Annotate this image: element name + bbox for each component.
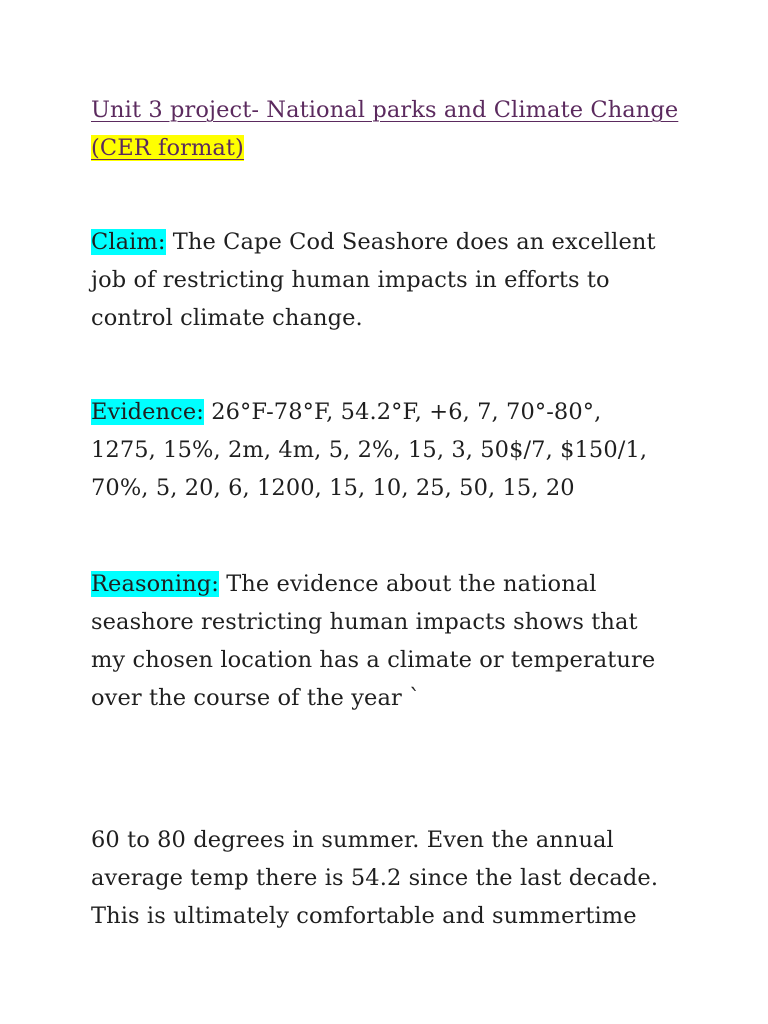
title-line-1[interactable] xyxy=(91,91,691,129)
evidence-line-3: 70%, 5, 20, 6, 1200, 15, 10, 25, 50, 15, 20 xyxy=(91,475,575,501)
reasoning-line-3: my chosen location has a climate or temperature xyxy=(91,647,656,673)
reasoning-text-1: The evidence about the national xyxy=(218,571,597,597)
evidence-label: Evidence: xyxy=(91,399,204,425)
continuation-paragraph xyxy=(91,821,691,935)
claim-text-1: The Cape Cod Seashore does an excellent xyxy=(165,229,656,255)
document-title xyxy=(91,91,691,167)
reasoning-line-2: seashore restricting human impacts shows that xyxy=(91,609,638,635)
title-format-text[interactable]: (CER format) xyxy=(91,135,244,161)
claim-label: Claim: xyxy=(91,229,166,255)
evidence-line-2: 1275, 15%, 2m, 4m, 5, 2%, 15, 3, 50$/7, $150/1, xyxy=(91,437,648,463)
reasoning-label: Reasoning: xyxy=(91,571,219,597)
title-line-2[interactable] xyxy=(91,129,691,167)
reasoning-paragraph xyxy=(91,565,691,717)
claim-line-3: control climate change. xyxy=(91,305,363,331)
evidence-line-1 xyxy=(91,393,691,431)
claim-paragraph xyxy=(91,223,691,337)
continuation-line-1: 60 to 80 degrees in summer. Even the annual xyxy=(91,827,614,853)
claim-line-2: job of restricting human impacts in efforts to xyxy=(91,267,610,293)
evidence-paragraph xyxy=(91,393,691,507)
evidence-text-1: 26°F-78°F, 54.2°F, +6, 7, 70°-80°, xyxy=(203,399,602,425)
title-link-text[interactable]: Unit 3 project- National parks and Climate Change xyxy=(91,97,679,123)
reasoning-line-4: over the course of the year ` xyxy=(91,685,421,711)
continuation-line-3: This is ultimately comfortable and summertime xyxy=(91,903,637,929)
claim-line-1 xyxy=(91,223,691,261)
continuation-line-2: average temp there is 54.2 since the last decade. xyxy=(91,865,659,891)
reasoning-line-1 xyxy=(91,565,691,603)
